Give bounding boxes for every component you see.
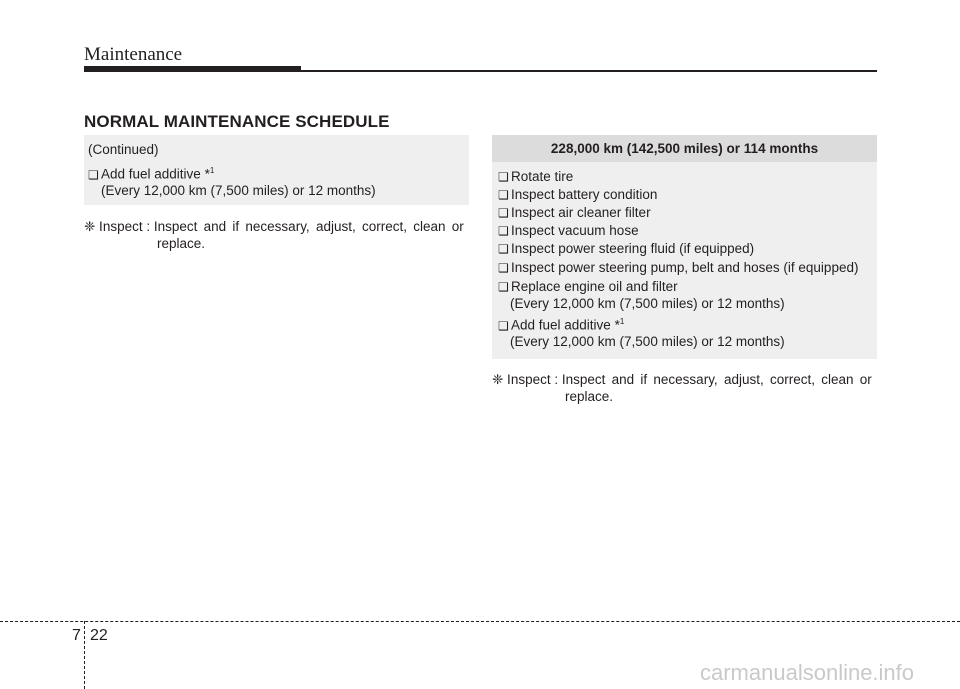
checkbox-icon: ❑ bbox=[498, 206, 509, 220]
schedule-item-label: Replace engine oil and filter bbox=[511, 279, 678, 294]
schedule-item bbox=[498, 317, 624, 333]
checkbox-icon: ❑ bbox=[498, 261, 509, 275]
header-rule-thin bbox=[301, 70, 877, 72]
inspect-note-continuation: replace. bbox=[565, 389, 614, 404]
schedule-item-label: Inspect vacuum hose bbox=[511, 223, 639, 238]
header-rule-thick bbox=[84, 66, 301, 72]
page-header-title: Maintenance bbox=[84, 44, 183, 65]
inspect-note-prefix: ❈ Inspect : bbox=[492, 372, 559, 387]
schedule-item-label: Inspect battery condition bbox=[511, 187, 658, 202]
schedule-item bbox=[88, 166, 214, 182]
page-number: 22 bbox=[90, 627, 108, 644]
checkbox-icon: ❑ bbox=[498, 170, 509, 184]
inspect-note-text: Inspect and if necessary, adjust, correct, clean or bbox=[153, 219, 464, 234]
inspect-note-text: Inspect and if necessary, adjust, correct, clean or bbox=[561, 372, 872, 387]
inspect-note-prefix: ❈ Inspect : bbox=[84, 219, 151, 234]
schedule-item bbox=[498, 223, 639, 238]
schedule-item bbox=[498, 187, 657, 202]
schedule-item-interval: (Every 12,000 km (7,500 miles) or 12 months) bbox=[510, 334, 785, 349]
footer-rule bbox=[0, 621, 960, 622]
schedule-item-label: Rotate tire bbox=[511, 169, 574, 184]
chapter-number: 7 bbox=[72, 627, 81, 644]
checkbox-icon: ❑ bbox=[498, 188, 509, 202]
footer-divider bbox=[84, 621, 85, 689]
schedule-interval-header: 228,000 km (142,500 miles) or 114 months bbox=[492, 135, 877, 162]
continued-schedule-box bbox=[84, 135, 469, 205]
checkbox-icon: ❑ bbox=[498, 224, 509, 238]
checkbox-icon: ❑ bbox=[498, 242, 509, 256]
schedule-item bbox=[498, 241, 754, 256]
schedule-item-label: Inspect power steering fluid (if equipped) bbox=[511, 241, 755, 256]
schedule-item-label: Inspect power steering pump, belt and hoses (if equipped) bbox=[511, 260, 859, 275]
schedule-item bbox=[498, 205, 651, 220]
schedule-item-label: Inspect air cleaner filter bbox=[511, 205, 651, 220]
schedule-box-228000 bbox=[492, 135, 877, 359]
continued-label: (Continued) bbox=[88, 142, 159, 157]
footnote-marker: 1 bbox=[209, 166, 215, 175]
schedule-item bbox=[498, 260, 858, 275]
inspect-note-continuation: replace. bbox=[157, 236, 206, 251]
checkbox-icon: ❑ bbox=[88, 167, 99, 182]
schedule-item-interval: (Every 12,000 km (7,500 miles) or 12 months) bbox=[510, 296, 785, 311]
footnote-marker: 1 bbox=[619, 317, 625, 326]
inspect-note bbox=[84, 219, 464, 235]
schedule-item bbox=[498, 279, 678, 294]
inspect-note bbox=[492, 372, 872, 388]
section-title: NORMAL MAINTENANCE SCHEDULE bbox=[84, 112, 390, 131]
schedule-item-label: Add fuel additive * bbox=[511, 317, 620, 333]
checkbox-icon: ❑ bbox=[498, 280, 509, 294]
schedule-item-label: Add fuel additive * bbox=[101, 166, 210, 182]
schedule-item bbox=[498, 169, 573, 184]
schedule-item-interval: (Every 12,000 km (7,500 miles) or 12 months) bbox=[101, 183, 376, 198]
checkbox-icon: ❑ bbox=[498, 318, 509, 333]
watermark: carmanualsonline.info bbox=[700, 660, 915, 685]
